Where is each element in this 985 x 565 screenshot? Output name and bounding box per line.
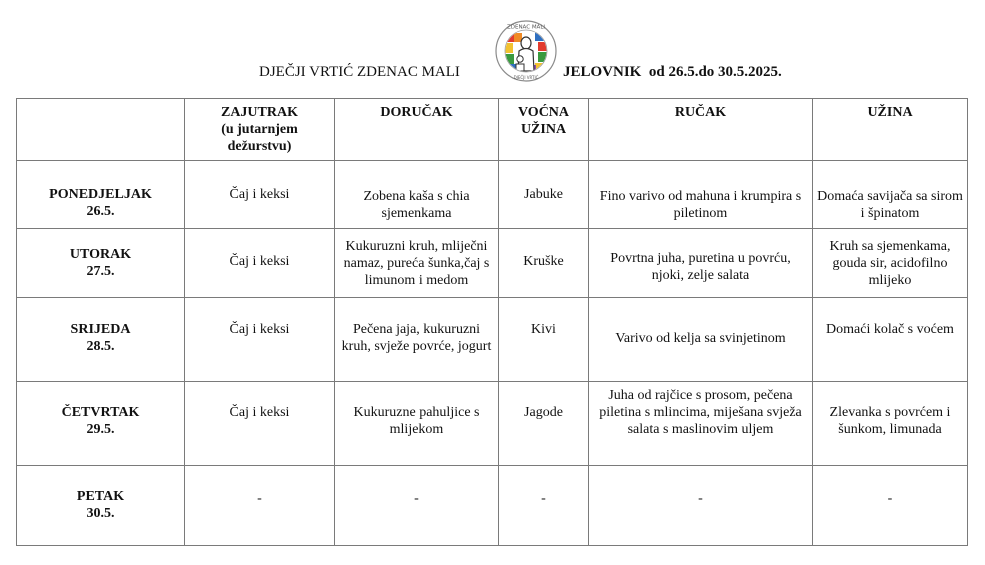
day-cell: PETAK 30.5.	[17, 466, 185, 546]
table-row	[17, 466, 968, 546]
vocna-uzina-cell: Jagode	[499, 382, 589, 466]
zajutrak-cell: -	[185, 466, 335, 546]
column-header-vocna-uzina: VOĆNA UŽINA	[499, 99, 589, 161]
vocna-uzina-cell: Jabuke	[499, 161, 589, 229]
zajutrak-cell: Čaj i keksi	[185, 382, 335, 466]
rucak-cell: -	[589, 466, 813, 546]
uzina-cell: Zlevanka s povrćem i šunkom, limunada	[813, 382, 968, 466]
rucak-cell: Juha od rajčice s prosom, pečena piletina s mlincima, miješana svježa salata s maslinovim uljem	[589, 382, 813, 466]
dorucak-cell: Kukuruzne pahuljice s mlijekom	[335, 382, 499, 466]
column-header-day	[17, 99, 185, 161]
vocna-uzina-cell: Kivi	[499, 298, 589, 382]
dorucak-cell: Kukuruzni kruh, mliječni namaz, pureća šunka,čaj s limunom i medom	[335, 229, 499, 298]
column-header-zajutrak: ZAJUTRAK (u jutarnjem dežurstvu)	[185, 99, 335, 161]
weekly-menu-table	[16, 98, 968, 546]
table-header-row	[17, 99, 968, 161]
zajutrak-cell: Čaj i keksi	[185, 298, 335, 382]
logo-ring-bottom-text: DJEČJI VRTIĆ	[513, 75, 539, 80]
rucak-cell: Povrtna juha, puretina u povrću, njoki, zelje salata	[589, 229, 813, 298]
dorucak-cell: Zobena kaša s chia sjemenkama	[335, 161, 499, 229]
dorucak-cell: Pečena jaja, kukuruzni kruh, svježe povrće, jogurt	[335, 298, 499, 382]
column-header-dorucak: DORUČAK	[335, 99, 499, 161]
rucak-cell: Fino varivo od mahuna i krumpira s piletinom	[589, 161, 813, 229]
table-row	[17, 382, 968, 466]
vocna-uzina-cell: -	[499, 466, 589, 546]
day-cell: UTORAK 27.5.	[17, 229, 185, 298]
table-row	[17, 298, 968, 382]
zajutrak-cell: Čaj i keksi	[185, 161, 335, 229]
uzina-cell: Kruh sa sjemenkama, gouda sir, acidofilno mlijeko	[813, 229, 968, 298]
rucak-cell: Varivo od kelja sa svinjetinom	[589, 298, 813, 382]
day-cell: SRIJEDA 28.5.	[17, 298, 185, 382]
menu-title: JELOVNIK od 26.5.do 30.5.2025.	[563, 64, 782, 80]
institution-name: DJEČJI VRTIĆ ZDENAC MALI	[259, 64, 460, 80]
table-row	[17, 161, 968, 229]
column-header-uzina: UŽINA	[813, 99, 968, 161]
column-header-rucak: RUČAK	[589, 99, 813, 161]
zajutrak-cell: Čaj i keksi	[185, 229, 335, 298]
uzina-cell: Domaća savijača sa sirom i špinatom	[813, 161, 968, 229]
vocna-uzina-cell: Kruške	[499, 229, 589, 298]
table-row	[17, 229, 968, 298]
logo-ring-top-text: ZDENAC MALI	[506, 24, 546, 31]
day-cell: ČETVRTAK 29.5.	[17, 382, 185, 466]
kindergarten-logo-icon	[494, 19, 558, 83]
day-cell: PONEDJELJAK 26.5.	[17, 161, 185, 229]
dorucak-cell: -	[335, 466, 499, 546]
uzina-cell: Domaći kolač s voćem	[813, 298, 968, 382]
uzina-cell: -	[813, 466, 968, 546]
